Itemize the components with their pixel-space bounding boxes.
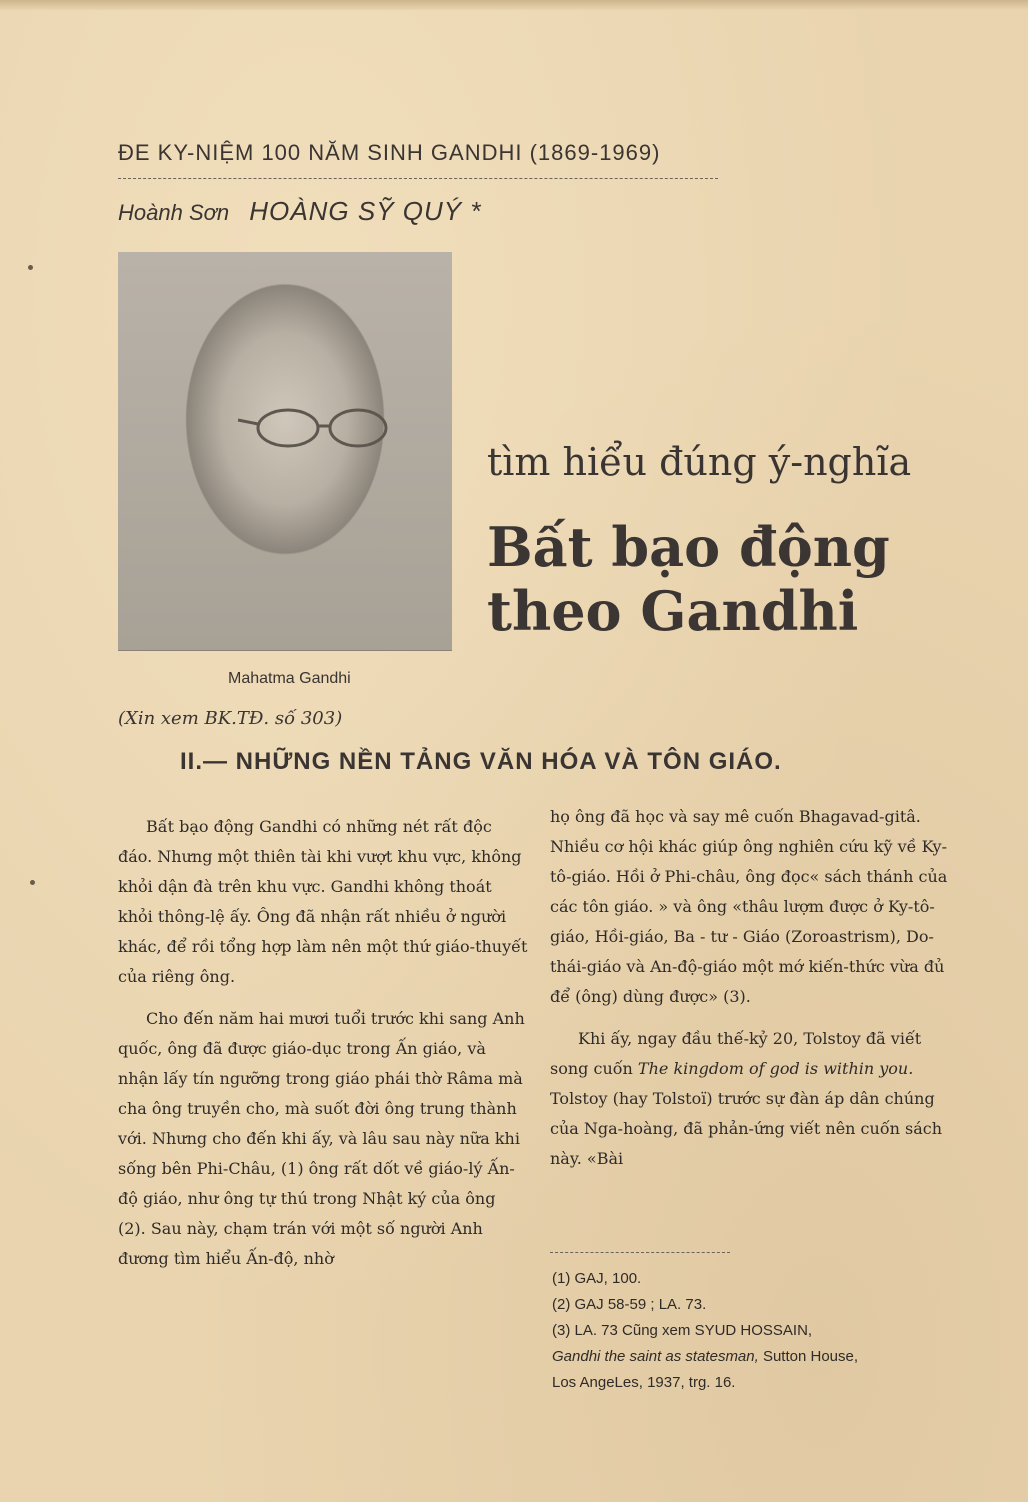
article-title [487, 515, 890, 643]
commemoration-header: ĐE KY-NIỆM 100 NĂM SINH GANDHI (1869-1969) [118, 140, 661, 165]
title-line-2: theo Gandhi [487, 579, 859, 643]
body-column-right [550, 802, 950, 1174]
title-line-1: Bất bạo động [487, 515, 890, 579]
page-top-edge [0, 0, 1028, 10]
text-run: Sutton House, [758, 1348, 859, 1365]
paragraph: họ ông đã học và say mê cuốn Bhagavad-gitâ. Nhiều cơ hội khác giúp ông nghiên cứu kỹ về Ky-tô-giáo. Hồi ở Phi-châu, ông đọc« sách thánh của các tôn giáo. » và ông «thâu lượm được ở Ky-tô-giáo, Hồi-giáo, Ba - tư - Giáo (Zoroastrism), Do-thái-giáo và An-độ-giáo một mớ kiến-thức vừa đủ để (ông) dùng được» (3). [550, 807, 948, 1006]
cited-book-title: Gandhi the saint as statesman, [552, 1348, 759, 1365]
body-column-left [118, 812, 528, 1274]
paragraph: Bất bạo động Gandhi có những nét rất độc đáo. Nhưng một thiên tài khi vượt khu vực, không khỏi dận đà trên khu vực. Gandhi không thoát khỏi thông-lệ ấy. Ông đã nhận rất nhiều ở người khác, để rồi tổng hợp làm nên một thứ giáo-thuyết của riêng ông. [118, 817, 528, 986]
author-prefix: Hoành Sơn [118, 200, 230, 225]
footnote-3-cont [552, 1344, 952, 1370]
footnote-divider [550, 1252, 730, 1253]
ink-speck [30, 880, 35, 885]
text-run: Khi ấy, ngay đầu thế-kỷ 20, Tolstoy đã viết song cuốn [550, 1029, 922, 1078]
paragraph: Cho đến năm hai mươi tuổi trước khi sang Anh quốc, ông đã được giáo-dục trong Ấn giáo, và nhận lấy tín ngưỡng trong giáo phái thờ Râma mà cha ông truyền cho, mà suốt đời ông trung thành với. Nhưng cho đến khi ấy, và lâu sau này nữa khi sống bên Phi-Châu, (1) ông rất dốt về giáo-lý Ấn-độ giáo, như ông tự thú trong Nhật ký của ông (2). Sau này, chạm trán với một số người Anh đương tìm hiểu Ấn-độ, nhờ [118, 1009, 525, 1268]
text-run: Tolstoy (hay Tolstoï) trước sự đàn áp dân chúng của Nga-hoàng, đã phản-ứng viết nên cuốn sách này. «Bài [550, 1089, 943, 1168]
paragraph [550, 1024, 950, 1174]
author-name: HOÀNG SỸ QUÝ * [249, 196, 482, 226]
book-title: The kingdom of god is within you. [637, 1059, 914, 1078]
section-heading: II.— NHỮNG NỀN TẢNG VĂN HÓA VÀ TÔN GIÁO. [180, 748, 782, 775]
footnote-2: (2) GAJ 58-59 ; LA. 73. [552, 1296, 707, 1313]
footnote-3: (3) LA. 73 Cũng xem SYUD HOSSAIN, [552, 1322, 813, 1339]
footnote-3-end: Los AngeLes, 1937, trg. 16. [552, 1374, 736, 1391]
header-divider [118, 178, 718, 179]
footnotes [552, 1266, 952, 1396]
portrait-caption: Mahatma Gandhi [228, 670, 351, 687]
glasses-icon [236, 402, 406, 452]
ink-speck [28, 265, 33, 270]
reference-note: (Xin xem BK.TĐ. số 303) [118, 708, 343, 729]
article-subtitle: tìm hiểu đúng ý-nghĩa [487, 440, 912, 484]
gandhi-portrait [118, 252, 452, 651]
author-line [118, 196, 481, 227]
footnote-1: (1) GAJ, 100. [552, 1270, 642, 1287]
